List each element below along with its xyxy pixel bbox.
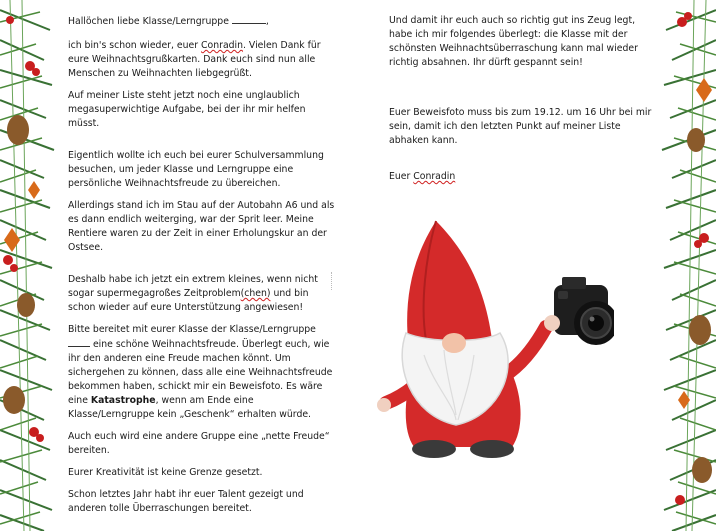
sender-name: Conradin [201, 40, 244, 51]
paragraph: Euer Beweisfoto muss bis zum 19.12. um 16 Uhr bei mir sein, damit ich den letzten Punkt auf meiner Liste abhaken kann. [389, 107, 652, 146]
signature: Euer Conradin [389, 171, 456, 182]
letter-page [56, 0, 660, 531]
paragraph: Deshalb habe ich jetzt ein extrem kleines, wenn nicht sogar supermegagroßes Zeitproblem(chen) und bin schon wieder auf eure Unterstützung angewiesen! [68, 274, 318, 313]
blank-line [232, 14, 266, 24]
paragraph: Auch euch wird eine andere Gruppe eine „nette Freude“ bereiten. [68, 431, 330, 456]
column-divider [331, 272, 333, 290]
paragraph: Schon letztes Jahr habt ihr euer Talent gezeigt und anderen tolle Überraschungen bereitet. [68, 489, 304, 514]
greeting-comma: , [265, 16, 269, 27]
paragraph: Auf meiner Liste steht jetzt noch eine unglaublich megasuperwichtige Aufgabe, bei der ihr mir helfen müsst. [68, 90, 306, 129]
paragraph: Bitte bereitet mit eurer Klasse der Klasse/Lerngruppe eine schöne Weihnachtsfreude. Überlegt euch, wie ihr den anderen eine Freude machen könnt. Um sichergehen zu können, dass alle eine Weihnachtsfreude bekommen haben, schickt mir ein Beweisfoto. Es wäre eine Katastrophe, wenn am Ende eine Klasse/Lerngruppe kein „Geschenk“ erhalten würde. [68, 324, 333, 420]
greeting-text: Hallöchen liebe Klasse/Lerngruppe [68, 16, 229, 27]
pine-border-left [0, 0, 56, 531]
paragraph: Und damit ihr euch auch so richtig gut ins Zeug legt, habe ich mir folgendes überlegt: die Klasse mit der schönsten Weihnachtsüberraschung kann mal wieder richtig absahnen. Ihr dürft gespannt sein! [389, 15, 638, 68]
letter-right-column [389, 14, 661, 192]
letter-left-column [68, 14, 336, 524]
pine-branch-icon [0, 0, 56, 531]
paragraph: Eigentlich wollte ich euch bei eurer Schulversammlung besuchen, um jeder Klasse und Lerngruppe eine persönliche Weihnachtsfreude zu übereichen. [68, 150, 324, 189]
signature-name: Conradin [413, 171, 456, 182]
blank-line [68, 337, 90, 347]
pine-border-right [660, 0, 716, 531]
paragraph: Allerdings stand ich im Stau auf der Autobahn A6 und als es dann endlich weiterging, war der Sprit leer. Meine Rentiere waren zu der Zeit in einer Erholungskur an der Ostsee. [68, 200, 335, 253]
camera-icon [554, 277, 614, 345]
emphasis-word: Katastrophe [90, 395, 156, 406]
paragraph: ich bin's schon wieder, euer Conradin. Vielen Dank für eure Weihnachtsgrußkarten. Dank euch sind nun alle Menschen zu Weihnachten liebgegrüßt. [68, 40, 321, 79]
paragraph: Eurer Kreativität ist keine Grenze gesetzt. [68, 467, 263, 478]
pine-branch-icon [660, 0, 716, 531]
greeting-line [68, 14, 336, 29]
gnome-with-camera-illustration [374, 215, 614, 460]
